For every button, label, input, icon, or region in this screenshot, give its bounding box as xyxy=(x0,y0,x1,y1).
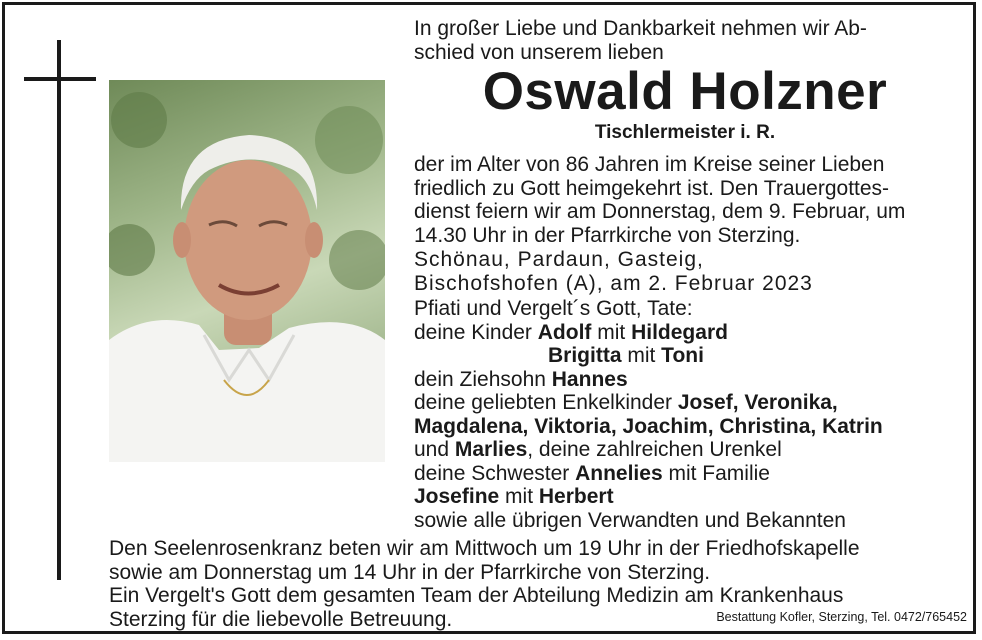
child-name: Adolf xyxy=(537,320,592,344)
grandchildren-line xyxy=(414,415,883,439)
relative-name: Herbert xyxy=(538,485,614,508)
portrait-photo xyxy=(109,80,385,462)
body-line: friedlich zu Gott heimgekehrt ist. Den Trauergottes- xyxy=(414,176,890,200)
sister-name: Annelies xyxy=(575,461,663,485)
grandchildren-line: deine geliebten Enkelkinder Josef, Veronika, xyxy=(414,391,838,414)
relatives-line: sowie alle übrigen Verwandten und Bekannten xyxy=(414,508,846,532)
body-line: 14.30 Uhr in der Pfarrkirche von Sterzing. xyxy=(414,223,801,247)
announcement-body xyxy=(414,153,905,247)
grandchild-name: Marlies xyxy=(454,438,528,461)
relative-name: Josefine xyxy=(414,485,500,508)
josefine-line: Josefine mit Herbert xyxy=(414,485,614,508)
child-name: Brigitta xyxy=(548,344,622,367)
sister-line: deine Schwester Annelies mit Familie xyxy=(414,461,770,485)
foster-son-line: dein Ziehsohn Hannes xyxy=(414,367,628,391)
deceased-title: Tischlermeister i. R. xyxy=(594,122,776,143)
intro-text xyxy=(414,17,956,64)
cross-vertical-bar xyxy=(57,40,61,580)
funeral-home-credit: Bestattung Kofler, Sterzing, Tel. 0472/765452 xyxy=(716,610,967,624)
deceased-name: Oswald Holzner xyxy=(482,62,888,121)
places-line: Schönau, Pardaun, Gasteig, xyxy=(414,248,704,271)
places-and-date xyxy=(414,248,813,295)
intro-line: In großer Liebe und Dankbarkeit nehmen wir Ab- xyxy=(414,17,867,40)
body-line: der im Alter von 86 Jahren im Kreise seiner Lieben xyxy=(414,153,885,176)
footer-line: Sterzing für die liebevolle Betreuung. xyxy=(109,607,453,631)
intro-line: schied von unserem lieben xyxy=(414,40,664,64)
body-line: dienst feiern wir am Donnerstag, dem 9. Februar, um xyxy=(414,200,906,223)
children-line: Brigitta mit Toni xyxy=(548,344,704,367)
mourners-list xyxy=(414,297,883,532)
partner-name: Toni xyxy=(661,344,704,367)
footer-line: sowie am Donnerstag um 14 Uhr in der Pfarrkirche von Sterzing. xyxy=(109,560,711,584)
children-line: deine Kinder Adolf mit Hildegard xyxy=(414,320,728,344)
footer-line: Den Seelenrosenkranz beten wir am Mittwoch um 19 Uhr in der Friedhofskapelle xyxy=(109,537,860,560)
grandchildren-names: Josef, Veronika, xyxy=(677,391,838,414)
grandchildren-names: Magdalena, Viktoria, Joachim, Christina, Katrin xyxy=(414,414,883,438)
places-line: Bischofshofen (A), am 2. Februar 2023 xyxy=(414,271,813,295)
foster-son-name: Hannes xyxy=(551,367,628,391)
grandchildren-line: und Marlies, deine zahlreichen Urenkel xyxy=(414,438,782,461)
footer-line: Ein Vergelt's Gott dem gesamten Team der Abteilung Medizin am Krankenhaus xyxy=(109,584,844,607)
cross-horizontal-bar xyxy=(24,77,96,81)
partner-name: Hildegard xyxy=(631,320,728,344)
greeting-line: Pfiati und Vergelt´s Gott, Tate: xyxy=(414,297,693,320)
